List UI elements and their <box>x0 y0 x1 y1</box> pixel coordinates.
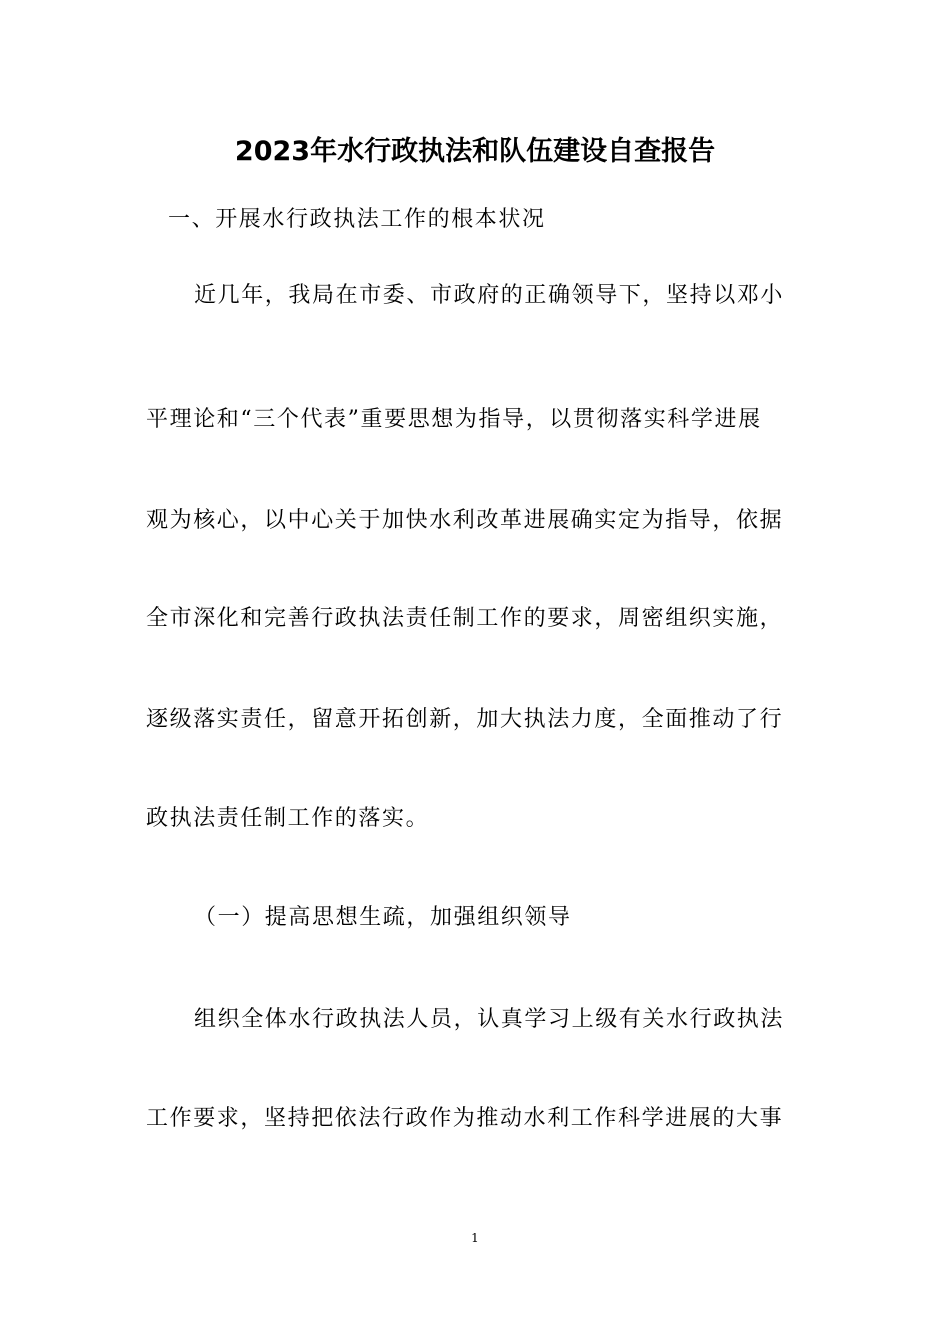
paragraph-line: 工作要求，坚持把依法行政作为推动水利工作科学进展的大事 <box>146 1106 784 1131</box>
paragraph-line: 组织全体水行政执法人员，认真学习上级有关水行政执法 <box>194 1007 785 1032</box>
paragraph-line: 全市深化和完善行政执法责任制工作的要求，周密组织实施， <box>146 606 784 631</box>
subsection-heading: （一）提高思想生疏，加强组织领导 <box>194 905 572 930</box>
paragraph-line: 平理论和“三个代表”重要思想为指导，以贯彻落实科学进展 <box>146 407 762 432</box>
paragraph-line: 观为核心，以中心关于加快水利改革进展确实定为指导，依据 <box>146 508 784 533</box>
paragraph-line: 逐级落实责任，留意开拓创新，加大执法力度，全面推动了行 <box>146 707 784 732</box>
paragraph-line: 政执法责任制工作的落实。 <box>146 806 430 831</box>
section-heading: 一、开展水行政执法工作的根本状况 <box>168 207 546 232</box>
document-title: 2023年水行政执法和队伍建设自查报告 <box>234 136 716 167</box>
paragraph-line: 近几年，我局在市委、市政府的正确领导下，坚持以邓小 <box>194 283 785 308</box>
page-number: 1 <box>471 1231 479 1245</box>
